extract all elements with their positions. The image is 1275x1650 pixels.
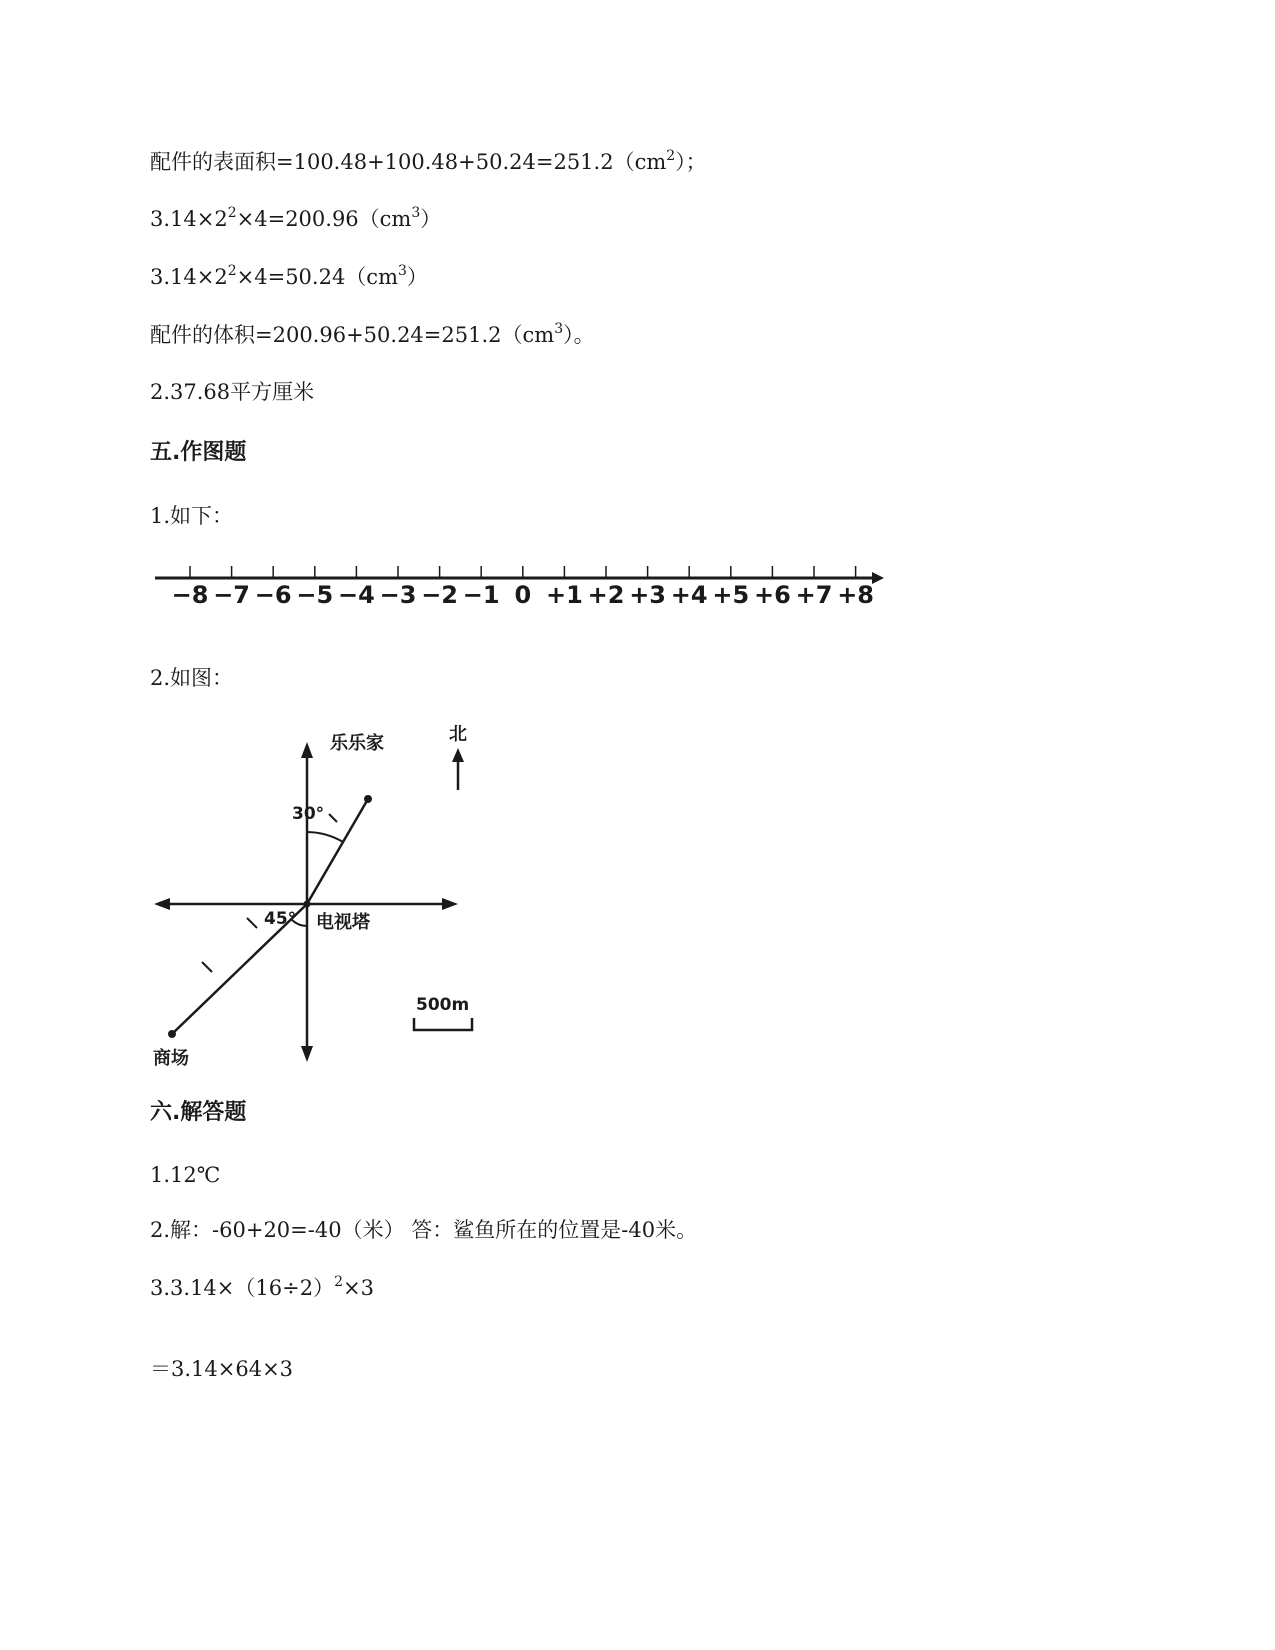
number-line-label: +7 [795, 581, 833, 609]
volume-total-line: 配件的体积$=200.96+50.24=251.2(cm^3)$。 [150, 321, 595, 347]
axis-arrow-right [442, 898, 458, 910]
number-line-label: +6 [753, 581, 791, 609]
north-label: 北 [449, 724, 467, 745]
answer-3-step: ＝3.14×64×3 [150, 1357, 294, 1381]
axis-arrow-up [301, 742, 313, 758]
number-line-label: 0 [514, 581, 532, 609]
north-arrow-icon [452, 748, 464, 762]
number-line-label: −3 [379, 581, 417, 609]
answer-3: $3.3.14\times(16\div 2)^2\times 3$ [150, 1274, 374, 1300]
direction-diagram [150, 724, 510, 1088]
tower-point [304, 901, 311, 908]
answer-2: 2.解：-60+20=-40（米） 答：鲨鱼所在的位置是-40米。 [150, 1218, 698, 1242]
section-5-heading: 五.作图题 [150, 440, 247, 465]
answer-2-line: 2.37.68平方厘米 [150, 380, 315, 404]
mall-tick-2 [202, 962, 212, 972]
angle-45-label: 45° [264, 909, 297, 929]
number-line-label: +1 [545, 581, 583, 609]
mall-tick-1 [247, 918, 257, 928]
mall-label: 商场 [153, 1048, 189, 1069]
answer-1: 1.12℃ [150, 1163, 221, 1187]
surface-area-line: 配件的表面积$=100.48+100.48+50.24=251.2(cm^2)$； [150, 148, 707, 174]
angle-arc-30-tick [329, 814, 337, 822]
number-line-label: −6 [254, 581, 292, 609]
number-line-label: +5 [712, 581, 750, 609]
number-line-label: +4 [670, 581, 708, 609]
number-line-label: −7 [213, 581, 251, 609]
number-line-label: −1 [462, 581, 500, 609]
number-line-label: −4 [337, 581, 375, 609]
volume-calc-line-2: $3.14\times 2^2\times 4=50.24(cm^3)$ [150, 263, 428, 289]
home-point [364, 795, 372, 803]
number-line-label: −8 [171, 581, 209, 609]
mall-point [168, 1030, 176, 1038]
number-line-label: +8 [837, 581, 875, 609]
number-line-label: +3 [629, 581, 667, 609]
home-label: 乐乐家 [330, 733, 384, 754]
angle-arc-30 [307, 832, 343, 842]
scale-label: 500m [416, 995, 470, 1015]
axis-arrow-left [154, 898, 170, 910]
axis-arrow-down [301, 1046, 313, 1062]
volume-calc-line-1: $3.14\times 2^2\times 4=200.96(cm^3)$ [150, 205, 442, 231]
number-line-label: −5 [296, 581, 334, 609]
number-line-ticks [190, 566, 856, 578]
number-line [0, 560, 1275, 640]
scale-bar [414, 1018, 472, 1030]
question-1-label: 1.如下： [150, 504, 234, 528]
number-line-labels [172, 581, 874, 609]
section-6-heading: 六.解答题 [150, 1100, 247, 1125]
angle-30-label: 30° [292, 804, 325, 824]
number-line-label: +2 [587, 581, 625, 609]
question-2-label: 2.如图： [150, 666, 234, 690]
tower-label: 电视塔 [316, 912, 370, 933]
number-line-label: −2 [421, 581, 459, 609]
